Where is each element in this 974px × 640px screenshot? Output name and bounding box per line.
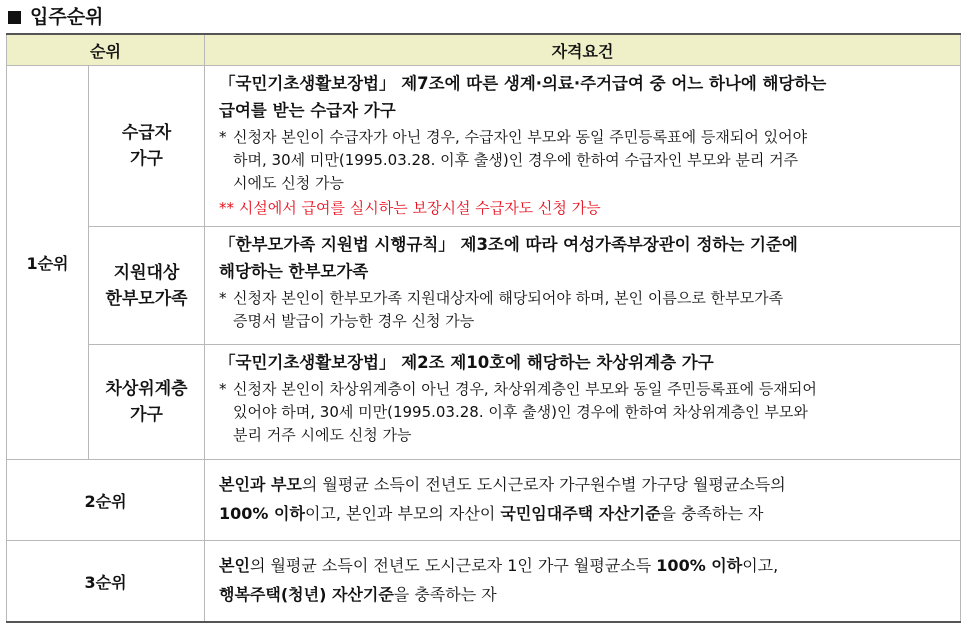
group-name-single-parent xyxy=(89,227,205,345)
requirement-main xyxy=(219,231,946,285)
requirement-main xyxy=(219,70,946,124)
group-name-line: 지원대상 xyxy=(113,262,180,283)
bold-text: 본인과 부모 xyxy=(219,475,302,494)
bold-text: 100% 이하 xyxy=(219,504,305,523)
requirement-main-line: 급여를 받는 수급자 가구 xyxy=(219,101,396,120)
body-text: 을 충족하는 자 xyxy=(393,585,497,604)
group-name-line: 차상위계층 xyxy=(105,379,188,399)
body-text: 의 월평균 소득이 전년도 도시근로자 1인 가구 월평균소득 xyxy=(249,556,657,575)
header-rank: 순위 xyxy=(7,34,205,66)
note-line: 하며, 30세 미만(1995.03.28. 이후 출생)인 경우에 한하여 수급자인 부모와 분리 거주 xyxy=(233,151,799,169)
requirement-main-line: 「국민기초생활보장법」 제2조 제10호에 해당하는 차상위계층 가구 xyxy=(219,353,714,372)
note-line: 신청자 본인이 한부모가족 지원대상자에 해당되어야 하며, 본인 이름으로 한부모가족 xyxy=(233,289,784,307)
rank-3-label: 3순위 xyxy=(7,541,205,623)
requirement-main-line: 해당하는 한부모가족 xyxy=(219,262,369,281)
note-line: 신청자 본인이 차상위계층이 아닌 경우, 차상위계층인 부모와 동일 주민등록표에 등재되어 xyxy=(233,380,817,398)
note-line: 있어야 하며, 30세 미만(1995.03.28. 이후 출생)인 경우에 한하여 차상위계층인 부모와 xyxy=(233,403,808,421)
requirement-body xyxy=(219,545,946,615)
group-name-line: 가구 xyxy=(130,149,163,169)
note-marker: * xyxy=(219,289,227,307)
requirement-cell xyxy=(205,227,961,345)
requirement-cell xyxy=(205,66,961,227)
bold-text: 행복주택(청년) 자산기준 xyxy=(219,585,394,604)
note-marker: * xyxy=(219,128,227,146)
group-name-recipient xyxy=(89,66,205,227)
requirement-red-note: ** 시설에서 급여를 실시하는 보장시설 수급자도 신청 가능 xyxy=(219,199,601,217)
group-name-line: 수급자 xyxy=(121,123,172,143)
header-requirements: 자격요건 xyxy=(205,34,961,66)
section-heading xyxy=(8,6,103,28)
group-name-near-poor xyxy=(89,345,205,460)
body-text: 이고, 본인과 부모의 자산이 xyxy=(304,504,501,523)
note-line: 분리 거주 시에도 신청 가능 xyxy=(233,426,412,444)
note-line: 시에도 신청 가능 xyxy=(233,174,344,192)
eligibility-table xyxy=(6,33,961,623)
requirement-note xyxy=(219,126,946,195)
requirement-main-line: 「국민기초생활보장법」 제7조에 따른 생계·의료·주거급여 중 어느 하나에 해당하는 xyxy=(219,74,827,93)
bold-text: 본인 xyxy=(219,556,250,575)
table-row xyxy=(7,541,961,623)
table-header-row xyxy=(7,34,961,66)
group-name-line: 한부모가족 xyxy=(105,288,188,309)
requirement-cell xyxy=(205,541,961,623)
requirement-note xyxy=(219,287,946,333)
note-line: 증명서 발급이 가능한 경우 신청 가능 xyxy=(233,312,475,330)
body-text: 의 월평균 소득이 전년도 도시근로자 가구원수별 가구당 월평균소득의 xyxy=(301,475,786,494)
requirement-body xyxy=(219,464,946,534)
body-text: 이고, xyxy=(742,556,779,575)
section-title: 입주순위 xyxy=(30,6,104,28)
table-row xyxy=(7,345,961,460)
note-line: 신청자 본인이 수급자가 아닌 경우, 수급자인 부모와 동일 주민등록표에 등재되어 있어야 xyxy=(233,128,808,146)
bold-text: 국민임대주택 자산기준 xyxy=(500,504,661,523)
rank-1-label: 1순위 xyxy=(7,66,89,460)
note-marker: * xyxy=(219,380,227,398)
requirement-main xyxy=(219,349,946,376)
requirement-main-line: 「한부모가족 지원법 시행규칙」 제3조에 따라 여성가족부장관이 정하는 기준에 xyxy=(219,235,798,254)
rank-2-label: 2순위 xyxy=(7,460,205,541)
group-name-line: 가구 xyxy=(130,405,163,425)
square-bullet-icon xyxy=(8,11,21,24)
table-row xyxy=(7,460,961,541)
requirement-cell xyxy=(205,460,961,541)
table-row xyxy=(7,66,961,227)
table-row xyxy=(7,227,961,345)
bold-text: 100% 이하 xyxy=(656,556,743,575)
requirement-note xyxy=(219,378,946,447)
requirement-cell xyxy=(205,345,961,460)
body-text: 을 충족하는 자 xyxy=(660,504,764,523)
